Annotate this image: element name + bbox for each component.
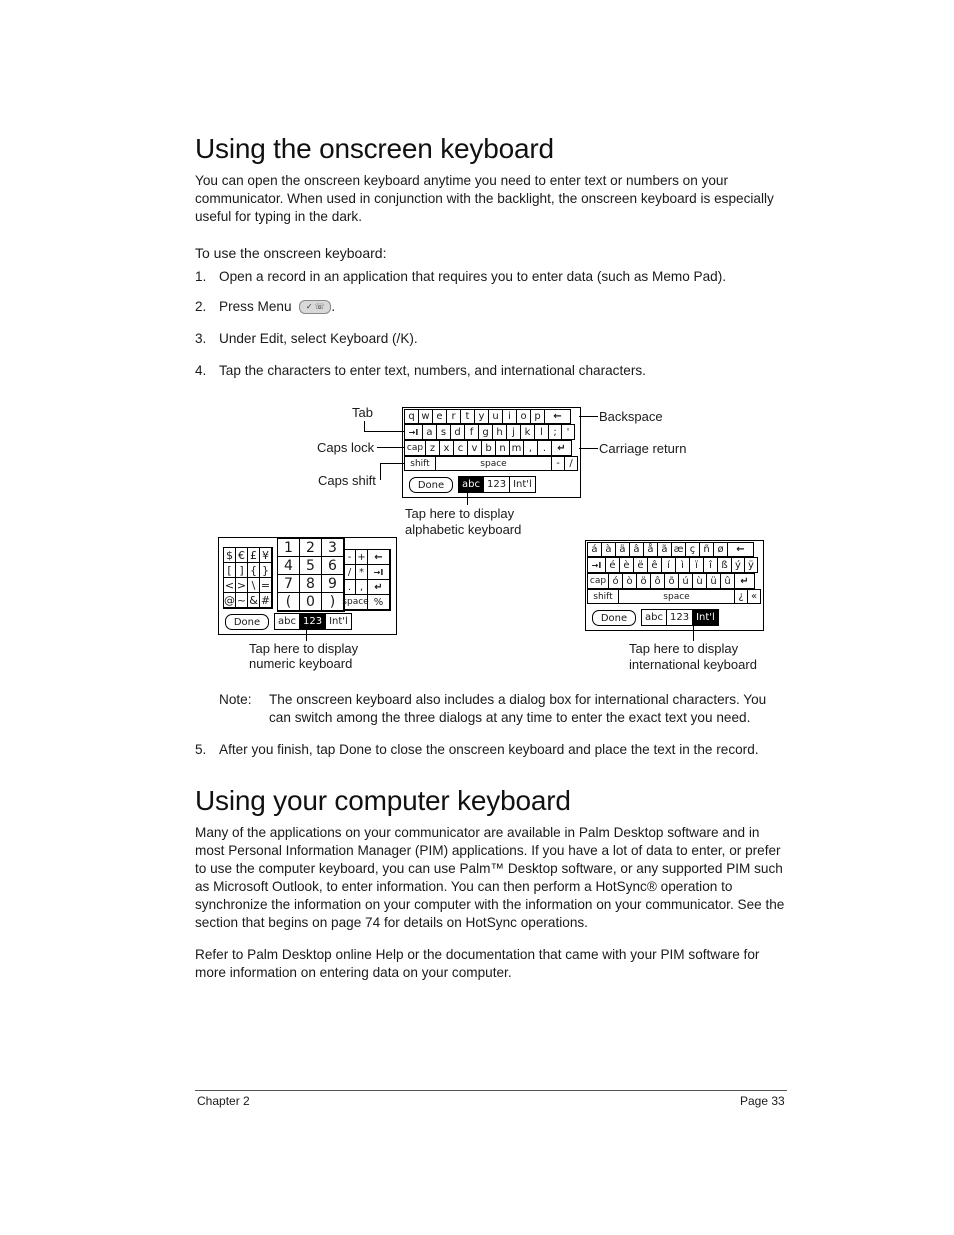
- key[interactable]: €: [235, 547, 248, 563]
- caps-lock-key[interactable]: cap: [587, 573, 609, 589]
- intro-paragraph: You can open the onscreen keyboard anytime you need to enter text or numbers on your communicator. When used in conjunction with the backlight, the onscreen keyboard is especially useful for typing in the dark.: [195, 173, 774, 224]
- step-text: After you finish, tap Done to close the onscreen keyboard and place the text in the record.: [219, 742, 759, 757]
- key[interactable]: ý: [731, 557, 745, 573]
- callout-line: [579, 416, 598, 417]
- symbol-grid: [223, 547, 273, 609]
- step-number: 4.: [195, 363, 207, 378]
- key[interactable]: j: [506, 424, 521, 440]
- key[interactable]: ï: [689, 557, 704, 573]
- computer-keyboard-paragraph-2: Refer to Palm Desktop online Help or the documentation that came with your PIM software for more information on entering data on your computer.: [195, 947, 760, 980]
- space-key[interactable]: space: [435, 456, 552, 471]
- carriage-return-key[interactable]: ↵: [551, 440, 572, 456]
- mode-abc-tab[interactable]: abc: [642, 610, 667, 625]
- key[interactable]: ó: [608, 573, 623, 589]
- mode-selector: [641, 609, 719, 626]
- digit-key[interactable]: 7: [277, 574, 300, 593]
- key[interactable]: ': [561, 424, 575, 440]
- carriage-return-key[interactable]: ↵: [367, 579, 390, 595]
- key[interactable]: o: [516, 409, 531, 424]
- key[interactable]: à: [601, 542, 616, 557]
- key[interactable]: y: [474, 409, 489, 424]
- key[interactable]: â: [629, 542, 644, 557]
- intl-row-2: [587, 557, 757, 573]
- key[interactable]: ñ: [699, 542, 714, 557]
- digit-key[interactable]: 8: [299, 574, 322, 593]
- mode-123-tab[interactable]: 123: [300, 614, 326, 629]
- international-keyboard: [585, 540, 764, 631]
- digit-key[interactable]: (: [277, 592, 300, 611]
- tab-key[interactable]: →I: [404, 424, 423, 440]
- key[interactable]: ¥: [259, 547, 272, 563]
- mode-abc-tab[interactable]: abc: [275, 614, 300, 629]
- key[interactable]: g: [478, 424, 493, 440]
- key[interactable]: k: [520, 424, 535, 440]
- procedure-heading: To use the onscreen keyboard:: [195, 245, 387, 261]
- footer-chapter: Chapter 2: [197, 1094, 250, 1108]
- intl-row-3: [587, 573, 754, 589]
- callout-line: [364, 431, 404, 432]
- key[interactable]: å: [643, 542, 658, 557]
- key[interactable]: ã: [657, 542, 672, 557]
- key[interactable]: ò: [622, 573, 637, 589]
- step-number: 1.: [195, 269, 207, 284]
- step-text: Under Edit, select Keyboard (/K).: [219, 331, 418, 346]
- callout-tab: Tab: [352, 405, 373, 420]
- digit-key[interactable]: 2: [299, 538, 322, 557]
- key[interactable]: \: [247, 577, 260, 593]
- key[interactable]: r: [446, 409, 461, 424]
- key[interactable]: a: [422, 424, 437, 440]
- key[interactable]: î: [703, 557, 718, 573]
- intl-row-4: [587, 589, 760, 604]
- callout-backspace: Backspace: [599, 409, 663, 424]
- mode-abc-tab[interactable]: abc: [459, 477, 484, 492]
- key[interactable]: í: [661, 557, 676, 573]
- computer-keyboard-paragraph-1: Many of the applications on your communicator are available in Palm Desktop software and in most Personal Information Manager (PIM) applications. If you have a lot of data to enter, or prefer to use the computer keyboard, you can use Palm™ Desktop software, or any supported PIM such as Microsoft Outlook, to enter information. You can then perform a HotSync® operation to synchronize the information on your computer with the information on your communicator. See the section that begins on page 74 for details on HotSync operations.: [195, 825, 785, 930]
- mode-123-tab[interactable]: 123: [667, 610, 693, 625]
- callout-carriage-return: Carriage return: [599, 441, 687, 456]
- key[interactable]: h: [492, 424, 507, 440]
- key[interactable]: &: [247, 592, 260, 608]
- backspace-key[interactable]: ←: [367, 549, 390, 565]
- key[interactable]: e: [432, 409, 447, 424]
- key[interactable]: u: [488, 409, 503, 424]
- key[interactable]: ú: [678, 573, 693, 589]
- done-button[interactable]: Done: [409, 477, 453, 493]
- tab-key[interactable]: →I: [367, 564, 390, 580]
- space-key[interactable]: space: [618, 589, 735, 604]
- key[interactable]: %: [367, 594, 390, 610]
- caps-lock-key[interactable]: cap: [404, 440, 426, 456]
- callout-alpha-line1: Tap here to display: [405, 506, 515, 521]
- key[interactable]: ,: [523, 440, 538, 456]
- key[interactable]: ç: [685, 542, 700, 557]
- space-key[interactable]: space: [343, 594, 368, 610]
- mode-intl-tab[interactable]: Int'l: [513, 479, 532, 490]
- footer-rule: [195, 1090, 787, 1091]
- alphabetic-keyboard: [402, 407, 581, 498]
- key[interactable]: s: [436, 424, 451, 440]
- key[interactable]: >: [236, 578, 247, 592]
- key[interactable]: -: [551, 456, 565, 471]
- shift-key[interactable]: shift: [587, 589, 619, 604]
- key[interactable]: v: [467, 440, 482, 456]
- key[interactable]: ù: [692, 573, 707, 589]
- key[interactable]: m: [509, 440, 524, 456]
- backspace-key[interactable]: ←: [727, 542, 754, 557]
- callout-line: [377, 447, 404, 448]
- callout-line: [380, 463, 404, 464]
- key[interactable]: û: [720, 573, 735, 589]
- callout-numeric-line2: numeric keyboard: [249, 656, 353, 671]
- key[interactable]: i: [502, 409, 517, 424]
- step-number: 3.: [195, 331, 207, 346]
- key[interactable]: á: [587, 542, 602, 557]
- key[interactable]: ß: [717, 557, 732, 573]
- key[interactable]: ì: [675, 557, 690, 573]
- key[interactable]: ö: [636, 573, 651, 589]
- digit-key[interactable]: 3: [321, 538, 344, 557]
- mode-intl-tab[interactable]: Int'l: [329, 616, 348, 627]
- numeric-keyboard: [218, 537, 397, 635]
- digit-key[interactable]: 1: [277, 538, 300, 557]
- callout-line: [467, 490, 468, 505]
- digit-key[interactable]: 5: [299, 556, 322, 575]
- carriage-return-key[interactable]: ↵: [734, 573, 755, 589]
- key[interactable]: £: [247, 547, 260, 563]
- key[interactable]: õ: [664, 573, 679, 589]
- key[interactable]: ô: [650, 573, 665, 589]
- key[interactable]: é: [605, 557, 620, 573]
- digit-key[interactable]: 9: [321, 574, 344, 593]
- callout-intl-line1: Tap here to display: [629, 641, 739, 656]
- done-button[interactable]: Done: [592, 610, 636, 626]
- step-number: 2.: [195, 299, 207, 314]
- tab-key[interactable]: →I: [587, 557, 606, 573]
- callout-alpha-line2: alphabetic keyboard: [405, 522, 522, 537]
- key[interactable]: n: [495, 440, 510, 456]
- key[interactable]: d: [450, 424, 465, 440]
- mode-selector: [458, 476, 536, 493]
- key[interactable]: <: [224, 578, 235, 592]
- callout-caps-shift: Caps shift: [318, 473, 376, 488]
- key[interactable]: c: [453, 440, 468, 456]
- step-text: Open a record in an application that requires you to enter data (such as Memo Pad).: [219, 269, 727, 284]
- digit-key[interactable]: ): [321, 592, 344, 611]
- key[interactable]: æ: [671, 542, 686, 557]
- alpha-row-2: [404, 424, 574, 440]
- note-label: Note:: [219, 692, 252, 707]
- key[interactable]: f: [464, 424, 479, 440]
- operator-grid: [343, 549, 391, 611]
- key[interactable]: b: [481, 440, 496, 456]
- callout-line: [380, 463, 381, 480]
- callout-intl-line2: international keyboard: [629, 657, 757, 672]
- mode-123-tab[interactable]: 123: [484, 477, 510, 492]
- footer-page: Page 33: [740, 1094, 785, 1108]
- key[interactable]: ä: [615, 542, 630, 557]
- key[interactable]: t: [460, 409, 475, 424]
- step-text: Tap the characters to enter text, numbers, and international characters.: [219, 363, 646, 378]
- key[interactable]: -: [343, 549, 356, 565]
- shift-key[interactable]: shift: [404, 456, 436, 471]
- key[interactable]: ø: [713, 542, 728, 557]
- digit-key[interactable]: 4: [277, 556, 300, 575]
- mode-intl-tab[interactable]: Int'l: [693, 610, 718, 625]
- key[interactable]: =: [260, 578, 271, 592]
- key[interactable]: x: [439, 440, 454, 456]
- callout-line: [693, 623, 694, 641]
- key[interactable]: ~: [236, 593, 247, 607]
- callout-line: [306, 627, 307, 641]
- key[interactable]: ,: [355, 579, 368, 595]
- digit-key[interactable]: 0: [299, 592, 322, 611]
- key[interactable]: }: [259, 562, 272, 578]
- note-text: The onscreen keyboard also includes a dialog box for international characters. You can switch among the three dialogs at any time to enter the exact text you need.: [269, 692, 767, 725]
- section-title-computer-keyboard: Using your computer keyboard: [195, 785, 571, 816]
- key[interactable]: z: [425, 440, 440, 456]
- key[interactable]: [: [223, 562, 236, 578]
- step-number: 5.: [195, 742, 207, 757]
- menu-icon: ✓ ☏: [299, 300, 331, 314]
- digit-key[interactable]: 6: [321, 556, 344, 575]
- key[interactable]: +: [355, 549, 368, 565]
- key[interactable]: /: [564, 456, 578, 471]
- callout-line: [579, 448, 598, 449]
- alpha-row-1: [404, 409, 570, 424]
- backspace-key[interactable]: ←: [544, 409, 571, 424]
- key[interactable]: è: [619, 557, 634, 573]
- key[interactable]: #: [260, 593, 271, 607]
- intl-row-1: [587, 542, 753, 557]
- key[interactable]: l: [534, 424, 549, 440]
- callout-numeric-line1: Tap here to display: [249, 641, 359, 656]
- step-text-wrap: [219, 298, 335, 316]
- key[interactable]: ;: [548, 424, 562, 440]
- key[interactable]: .: [343, 579, 356, 595]
- key[interactable]: .: [537, 440, 552, 456]
- key[interactable]: ]: [235, 562, 248, 578]
- key[interactable]: {: [247, 562, 260, 578]
- key[interactable]: «: [747, 589, 761, 604]
- step-suffix: .: [331, 299, 336, 314]
- key[interactable]: ê: [647, 557, 662, 573]
- key[interactable]: p: [530, 409, 545, 424]
- key[interactable]: /: [343, 564, 356, 580]
- mode-selector: [274, 613, 352, 630]
- alpha-row-4: [404, 456, 577, 471]
- section-title-onscreen-keyboard: Using the onscreen keyboard: [195, 133, 554, 164]
- digit-grid: [277, 538, 345, 612]
- callout-caps-lock: Caps lock: [317, 440, 375, 455]
- key[interactable]: ü: [706, 573, 721, 589]
- key[interactable]: w: [418, 409, 433, 424]
- key[interactable]: ¿: [734, 589, 748, 604]
- key[interactable]: ÿ: [744, 557, 758, 573]
- key[interactable]: *: [355, 564, 368, 580]
- step-text: Press Menu: [219, 299, 292, 314]
- key[interactable]: @: [224, 593, 235, 607]
- alpha-row-3: [404, 440, 571, 456]
- key[interactable]: ë: [633, 557, 648, 573]
- done-button[interactable]: Done: [225, 614, 269, 630]
- key[interactable]: $: [223, 547, 236, 563]
- key[interactable]: q: [404, 409, 419, 424]
